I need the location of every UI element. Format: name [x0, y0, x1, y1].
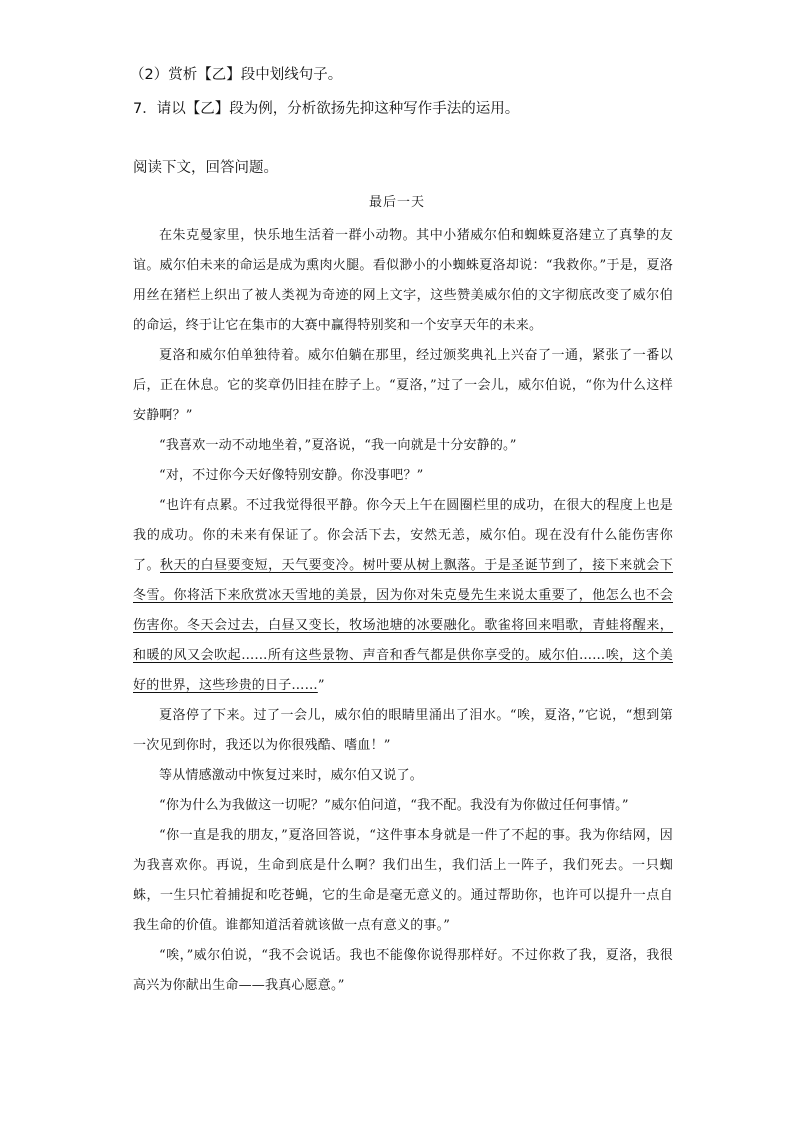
paragraph: 在朱克曼家里，快乐地生活着一群小动物。其中小猪威尔伯和蜘蛛夏洛建立了真挚的友谊。威尔伯未来的命运是成为熏肉火腿。看似渺小的小蜘蛛夏洛却说：“我救你。”于是，夏洛用丝在猪栏上织出了被人类视为奇迹的网上文字，这些赞美威尔伯的文字彻底改变了威尔伯的命运，终于让它在集市的大赛中赢得特别奖和一个安享天年的未来。: [133, 228, 673, 333]
question-6-2: （2）赏析【乙】段中划线句子。: [130, 67, 343, 83]
paragraph: 夏洛和威尔伯单独待着。威尔伯躺在那里，经过颁奖典礼上兴奋了一通，紧张了一番以后，正在休息。它的奖章仍旧挂在脖子上。“夏洛，”过了一会儿，威尔伯说，“你为什么这样安静啊？”: [133, 348, 673, 423]
closing-quote: ”: [317, 678, 325, 693]
paragraph: “你为什么为我做这一切呢？”威尔伯问道，“我不配。我没有为你做过任何事情。”: [159, 798, 629, 813]
article-body: [133, 221, 673, 1001]
article-title: 最后一天: [368, 195, 425, 210]
question-7: 7．请以【乙】段为例，分析欲扬先抑这种写作手法的运用。: [133, 101, 520, 117]
paragraph-text: “也许有点累。不过我觉得很平静。你今天上午在圆圈栏里的成功，在很大的程度上也是我的成功。你的未来有保证了。你会活下去，安然无恙，威尔伯。现在没有什么能伤害你了。: [133, 498, 673, 573]
paragraph: “对，不过你今天好像特别安静。你没事吧？”: [159, 468, 424, 483]
paragraph: 夏洛停了下来。过了一会儿，威尔伯的眼睛里涌出了泪水。“唉，夏洛，”它说，“想到第一次见到你时，我还以为你很残酷、嗜血！”: [133, 708, 673, 753]
paragraph-with-underline: [133, 491, 673, 701]
paragraph: 等从情感激动中恢复过来时，威尔伯又说了。: [159, 768, 424, 783]
paragraph: “你一直是我的朋友，”夏洛回答说，“这件事本身就是一件了不起的事。我为你结网，因为我喜欢你。再说，生命到底是什么啊？我们出生，我们活上一阵子，我们死去。一只蜘蛛，一生只忙着捕捉和吃苍蝇，它的生命是毫无意义的。通过帮助你，也许可以提升一点自我生命的价值。谁都知道活着就该做一点有意义的事。”: [133, 828, 673, 933]
paragraph: “唉，”威尔伯说，“我不会说话。我也不能像你说得那样好。不过你救了我，夏洛，我很高兴为你献出生命——我真心愿意。”: [133, 948, 673, 993]
reading-instruction: 阅读下文，回答问题。: [133, 160, 278, 176]
underlined-sentence: 秋天的白昼要变短，天气要变冷。树叶要从树上飘落。于是圣诞节到了，接下来就会下冬雪。你将活下来欣赏冰天雪地的美景，因为你对朱克曼先生来说太重要了，他怎么也不会伤害你。冬天会过去，白昼又变长，牧场池塘的冰要融化。歌雀将回来唱歌，青蛙将醒来，和暖的风又会吹起……所有这些景物、声音和香气都是供你享受的。威尔伯……唉，这个美好的世界，这些珍贵的日子……: [133, 558, 673, 693]
paragraph: “我喜欢一动不动地坐着，”夏洛说，“我一向就是十分安静的。”: [159, 438, 517, 453]
